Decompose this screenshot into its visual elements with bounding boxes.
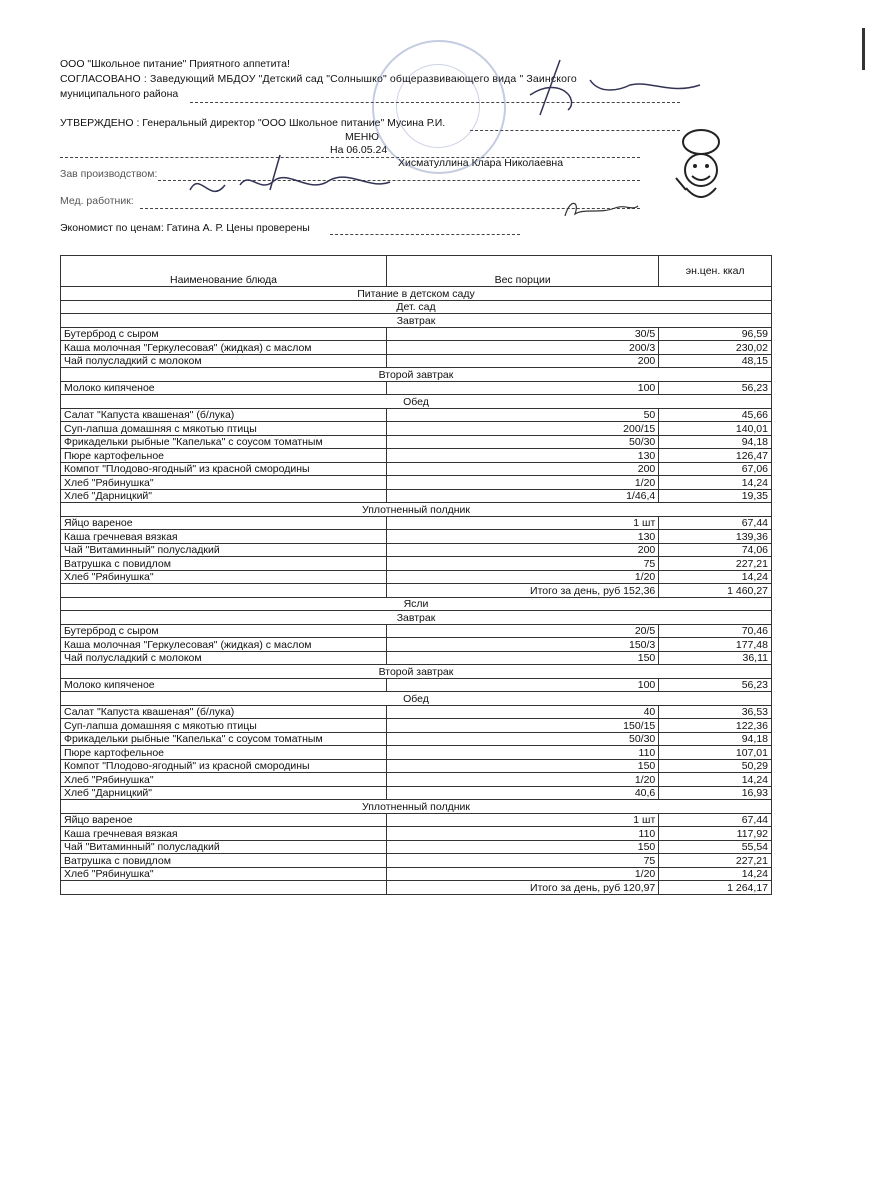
dish-name: Хлеб "Рябинушка" (61, 773, 387, 787)
section-title: Питание в детском саду (61, 287, 772, 301)
energy-value: 56,23 (659, 381, 772, 395)
dish-name: Яйцо вареное (61, 813, 387, 827)
table-row (61, 354, 772, 368)
portion-weight: 110 (387, 827, 659, 841)
portion-weight: 200/15 (387, 422, 659, 436)
section-title: Дет. сад (61, 300, 772, 314)
portion-weight: 40,6 (387, 786, 659, 800)
dish-name: Чай "Витаминный" полусладкий (61, 543, 387, 557)
portion-weight: 200 (387, 462, 659, 476)
energy-value: 117,92 (659, 827, 772, 841)
section-row (61, 611, 772, 625)
energy-value: 107,01 (659, 746, 772, 760)
dish-name: Компот "Плодово-ягодный" из красной смородины (61, 462, 387, 476)
energy-value: 45,66 (659, 408, 772, 422)
energy-value: 177,48 (659, 638, 772, 652)
table-row (61, 854, 772, 868)
section-title: Уплотненный полдник (61, 503, 772, 517)
section-row (61, 597, 772, 611)
dish-name (61, 584, 387, 598)
table-row (61, 516, 772, 530)
energy-value: 36,53 (659, 705, 772, 719)
dish-name: Ватрушка с повидлом (61, 557, 387, 571)
col-dish-name: Наименование блюда (61, 256, 387, 287)
section-row (61, 395, 772, 409)
section-title: Уплотненный полдник (61, 800, 772, 814)
dish-name: Хлеб "Дарницкий" (61, 786, 387, 800)
agreed-line-2: муниципального района (60, 88, 179, 100)
table-row (61, 651, 772, 665)
table-header-row (61, 256, 772, 287)
section-title: Завтрак (61, 314, 772, 328)
menu-table (60, 255, 772, 895)
dish-name: Каша гречневая вязкая (61, 530, 387, 544)
section-title: Ясли (61, 597, 772, 611)
table-row (61, 408, 772, 422)
energy-value: 36,11 (659, 651, 772, 665)
portion-weight: 110 (387, 746, 659, 760)
energy-value: 227,21 (659, 557, 772, 571)
dish-name: Яйцо вареное (61, 516, 387, 530)
dish-name: Молоко кипяченое (61, 678, 387, 692)
section-row (61, 300, 772, 314)
energy-value: 67,44 (659, 516, 772, 530)
portion-weight: 150/15 (387, 719, 659, 733)
dish-name: Каша молочная "Геркулесовая" (жидкая) с маслом (61, 341, 387, 355)
dish-name: Бутерброд с сыром (61, 327, 387, 341)
economist-underline (330, 234, 520, 235)
portion-weight: 50 (387, 408, 659, 422)
energy-value: 230,02 (659, 341, 772, 355)
table-row (61, 584, 772, 598)
section-row (61, 314, 772, 328)
energy-value: 55,54 (659, 840, 772, 854)
portion-weight: 1/20 (387, 773, 659, 787)
dish-name: Пюре картофельное (61, 449, 387, 463)
table-row (61, 476, 772, 490)
chef-mascot-icon (668, 128, 734, 208)
dish-name: Хлеб "Рябинушка" (61, 867, 387, 881)
signature-director (520, 55, 720, 125)
energy-value: 1 460,27 (659, 584, 772, 598)
energy-value: 14,24 (659, 476, 772, 490)
economist-line: Экономист по ценам: Гатина А. Р. Цены проверены (60, 222, 310, 234)
table-row (61, 840, 772, 854)
portion-weight: 1/20 (387, 867, 659, 881)
section-row (61, 287, 772, 301)
table-row (61, 638, 772, 652)
table-row (61, 327, 772, 341)
table-row (61, 746, 772, 760)
agreed-line: СОГЛАСОВАНО : Заведующий МБДОУ "Детский сад "Солнышко" общеразвивающего вида " Заинского (60, 73, 577, 85)
dish-name: Ватрушка с повидлом (61, 854, 387, 868)
table-row (61, 530, 772, 544)
energy-value: 94,18 (659, 435, 772, 449)
table-row (61, 678, 772, 692)
section-row (61, 665, 772, 679)
portion-weight: 150 (387, 759, 659, 773)
col-portion-weight: Вес порции (387, 256, 659, 287)
energy-value: 14,24 (659, 773, 772, 787)
energy-value: 19,35 (659, 489, 772, 503)
section-title: Обед (61, 395, 772, 409)
approved-line: УТВЕРЖДЕНО : Генеральный директор "ООО Школьное питание" Мусина Р.И. (60, 117, 446, 129)
dish-name: Каша молочная "Геркулесовая" (жидкая) с маслом (61, 638, 387, 652)
dish-name: Суп-лапша домашняя с мякотью птицы (61, 719, 387, 733)
energy-value: 96,59 (659, 327, 772, 341)
section-title: Обед (61, 692, 772, 706)
dish-name: Салат "Капуста квашеная" (б/лука) (61, 408, 387, 422)
dish-name (61, 881, 387, 895)
section-row (61, 800, 772, 814)
menu-date: На 06.05.24 (330, 144, 388, 156)
dish-name: Каша гречневая вязкая (61, 827, 387, 841)
dish-name: Хлеб "Рябинушка" (61, 570, 387, 584)
energy-value: 140,01 (659, 422, 772, 436)
portion-weight: 100 (387, 381, 659, 395)
portion-weight: 1 шт (387, 813, 659, 827)
table-row (61, 543, 772, 557)
table-row (61, 381, 772, 395)
dish-name: Суп-лапша домашняя с мякотью птицы (61, 422, 387, 436)
section-title: Второй завтрак (61, 368, 772, 382)
table-row (61, 786, 772, 800)
energy-value: 56,23 (659, 678, 772, 692)
energy-value: 14,24 (659, 570, 772, 584)
section-title: Второй завтрак (61, 665, 772, 679)
table-row (61, 489, 772, 503)
table-row (61, 867, 772, 881)
table-row (61, 719, 772, 733)
energy-value: 122,36 (659, 719, 772, 733)
portion-weight: Итого за день, руб 152,36 (387, 584, 659, 598)
table-row (61, 422, 772, 436)
energy-value: 16,93 (659, 786, 772, 800)
section-row (61, 503, 772, 517)
table-row (61, 462, 772, 476)
portion-weight: 150 (387, 840, 659, 854)
dish-name: Чай полусладкий с молоком (61, 354, 387, 368)
table-row (61, 570, 772, 584)
table-row (61, 435, 772, 449)
signature-production (180, 150, 420, 210)
energy-value: 67,44 (659, 813, 772, 827)
energy-value: 14,24 (659, 867, 772, 881)
dish-name: Чай "Витаминный" полусладкий (61, 840, 387, 854)
production-manager-name: Хисматуллина Клара Николаевна (398, 157, 564, 169)
section-row (61, 368, 772, 382)
portion-weight: 50/30 (387, 435, 659, 449)
energy-value: 70,46 (659, 624, 772, 638)
menu-body (61, 287, 772, 895)
table-row (61, 624, 772, 638)
portion-weight: 200/3 (387, 341, 659, 355)
energy-value: 94,18 (659, 732, 772, 746)
energy-value: 139,36 (659, 530, 772, 544)
table-row (61, 881, 772, 895)
company-name: ООО "Школьное питание" Приятного аппетита! (60, 58, 290, 70)
energy-value: 74,06 (659, 543, 772, 557)
table-row (61, 557, 772, 571)
signature-economist (560, 196, 640, 222)
dish-name: Фрикадельки рыбные "Капелька" с соусом томатным (61, 732, 387, 746)
portion-weight: 130 (387, 449, 659, 463)
dish-name: Хлеб "Рябинушка" (61, 476, 387, 490)
dish-name: Пюре картофельное (61, 746, 387, 760)
portion-weight: 75 (387, 557, 659, 571)
portion-weight: 130 (387, 530, 659, 544)
energy-value: 126,47 (659, 449, 772, 463)
portion-weight: 1/46,4 (387, 489, 659, 503)
dish-name: Бутерброд с сыром (61, 624, 387, 638)
table-row (61, 827, 772, 841)
table-row (61, 759, 772, 773)
portion-weight: 75 (387, 854, 659, 868)
dish-name: Салат "Капуста квашеная" (б/лука) (61, 705, 387, 719)
portion-weight: 150/3 (387, 638, 659, 652)
dish-name: Фрикадельки рыбные "Капелька" с соусом томатным (61, 435, 387, 449)
energy-value: 48,15 (659, 354, 772, 368)
dish-name: Компот "Плодово-ягодный" из красной смородины (61, 759, 387, 773)
menu-title: МЕНЮ (345, 131, 379, 143)
table-row (61, 341, 772, 355)
portion-weight: 1/20 (387, 570, 659, 584)
portion-weight: 150 (387, 651, 659, 665)
production-label: Зав производством: (60, 168, 158, 180)
portion-weight: 1 шт (387, 516, 659, 530)
section-title: Завтрак (61, 611, 772, 625)
table-row (61, 705, 772, 719)
table-row (61, 449, 772, 463)
portion-weight: 40 (387, 705, 659, 719)
energy-value: 227,21 (659, 854, 772, 868)
table-row (61, 732, 772, 746)
energy-value: 67,06 (659, 462, 772, 476)
energy-value: 1 264,17 (659, 881, 772, 895)
table-row (61, 773, 772, 787)
dish-name: Хлеб "Дарницкий" (61, 489, 387, 503)
col-energy: эн.цен. ккал (659, 256, 772, 287)
scan-edge-mark (862, 28, 865, 70)
table-row (61, 813, 772, 827)
medical-label: Мед. работник: (60, 195, 134, 207)
portion-weight: 200 (387, 354, 659, 368)
dish-name: Молоко кипяченое (61, 381, 387, 395)
dish-name: Чай полусладкий с молоком (61, 651, 387, 665)
section-row (61, 692, 772, 706)
portion-weight: 200 (387, 543, 659, 557)
portion-weight: 20/5 (387, 624, 659, 638)
portion-weight: Итого за день, руб 120,97 (387, 881, 659, 895)
portion-weight: 1/20 (387, 476, 659, 490)
portion-weight: 50/30 (387, 732, 659, 746)
portion-weight: 100 (387, 678, 659, 692)
portion-weight: 30/5 (387, 327, 659, 341)
energy-value: 50,29 (659, 759, 772, 773)
